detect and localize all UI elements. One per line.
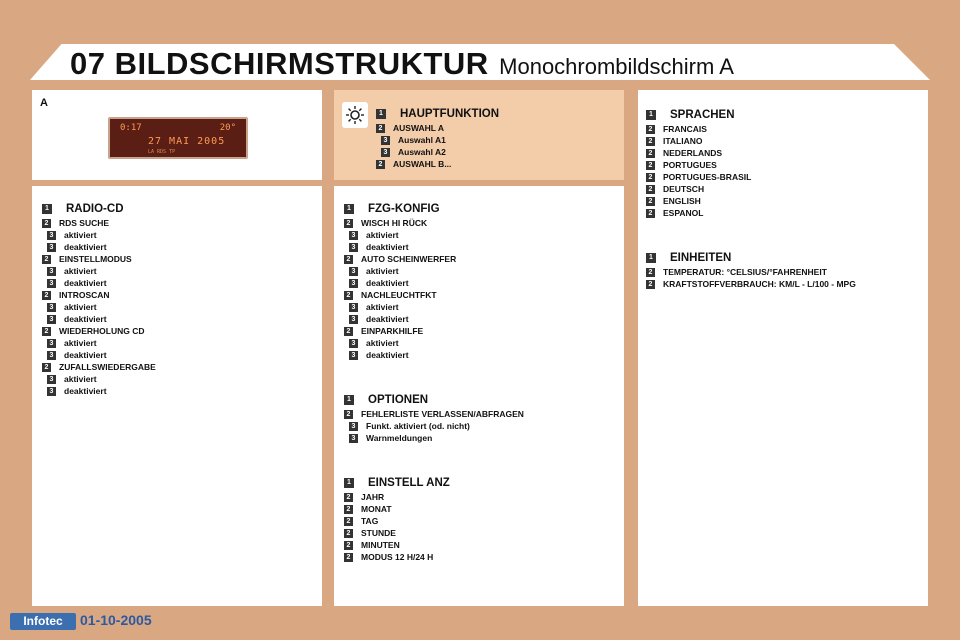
radio-tree xyxy=(42,201,156,397)
fzg-tree xyxy=(344,201,456,361)
menu-item-level-2 xyxy=(344,539,450,551)
level-badge: 2 xyxy=(646,185,655,194)
display-date: 27 MAI 2005 xyxy=(148,136,226,147)
menu-item-label: WIEDERHOLUNG CD xyxy=(59,326,145,336)
level-badge: 3 xyxy=(349,315,358,324)
menu-item-label: deaktiviert xyxy=(64,278,107,288)
chapter-title: 07 BILDSCHIRMSTRUKTUR xyxy=(70,46,489,81)
menu-item-label: AUTO SCHEINWERFER xyxy=(361,254,457,264)
menu-item-level-3 xyxy=(376,146,499,158)
menu-item-level-3 xyxy=(42,301,156,313)
level-badge: 2 xyxy=(646,161,655,170)
menu-item-label: FZG-KONFIG xyxy=(368,203,440,215)
menu-item-label: AUSWAHL B... xyxy=(393,159,452,169)
level-badge: 2 xyxy=(344,541,353,550)
menu-item-label: deaktiviert xyxy=(64,314,107,324)
display-time: 0:17 xyxy=(120,123,142,133)
menu-item-level-2 xyxy=(344,253,456,265)
menu-item-level-2 xyxy=(344,289,456,301)
menu-item-level-3 xyxy=(344,301,456,313)
menu-item-level-2 xyxy=(646,278,856,290)
menu-item-label: MODUS 12 H/24 H xyxy=(361,552,434,562)
menu-item-label: INTROSCAN xyxy=(59,290,110,300)
menu-item-level-3 xyxy=(42,265,156,277)
level-badge: 2 xyxy=(344,505,353,514)
level-badge: 2 xyxy=(646,149,655,158)
menu-item-level-1 xyxy=(376,106,499,122)
menu-item-label: EINPARKHILFE xyxy=(361,326,424,336)
menu-item-label: ITALIANO xyxy=(663,136,703,146)
menu-item-level-3 xyxy=(344,313,456,325)
level-badge: 3 xyxy=(381,148,390,157)
level-badge: 1 xyxy=(42,204,52,214)
menu-item-level-2 xyxy=(42,217,156,229)
level-badge: 2 xyxy=(646,173,655,182)
menu-item-level-3 xyxy=(344,432,524,444)
menu-item-level-2 xyxy=(42,361,156,373)
menu-item-level-2 xyxy=(344,515,450,527)
level-badge: 2 xyxy=(42,363,51,372)
menu-item-label: aktiviert xyxy=(366,338,399,348)
level-badge: 3 xyxy=(47,339,56,348)
menu-item-label: deaktiviert xyxy=(366,278,409,288)
level-badge: 2 xyxy=(42,255,51,264)
level-badge: 2 xyxy=(42,291,51,300)
menu-item-level-2 xyxy=(344,551,450,563)
menu-item-label: ENGLISH xyxy=(663,196,701,206)
menu-item-level-2 xyxy=(646,195,751,207)
menu-item-level-1 xyxy=(42,201,156,217)
menu-item-level-1 xyxy=(646,250,856,266)
sun-icon xyxy=(342,102,368,128)
level-badge: 3 xyxy=(47,303,56,312)
menu-item-level-1 xyxy=(646,107,751,123)
level-badge: 3 xyxy=(349,279,358,288)
menu-item-label: deaktiviert xyxy=(366,314,409,324)
menu-item-label: aktiviert xyxy=(64,374,97,384)
einheiten-tree xyxy=(646,250,856,290)
menu-item-label: AUSWAHL A xyxy=(393,123,444,133)
menu-item-level-3 xyxy=(344,337,456,349)
menu-item-label: RDS SUCHE xyxy=(59,218,110,228)
menu-item-level-3 xyxy=(42,337,156,349)
menu-item-level-3 xyxy=(376,134,499,146)
optionen-tree xyxy=(344,392,524,444)
menu-item-level-3 xyxy=(344,277,456,289)
level-badge: 1 xyxy=(376,109,386,119)
menu-item-label: STUNDE xyxy=(361,528,396,538)
level-badge: 3 xyxy=(349,351,358,360)
menu-item-level-2 xyxy=(42,289,156,301)
chapter-subtitle: Monochrombildschirm A xyxy=(499,54,734,79)
menu-item-label: JAHR xyxy=(361,492,385,502)
menu-item-level-3 xyxy=(42,229,156,241)
menu-item-level-2 xyxy=(646,266,856,278)
level-badge: 1 xyxy=(646,253,656,263)
level-badge: 2 xyxy=(344,517,353,526)
menu-item-level-2 xyxy=(344,491,450,503)
level-badge: 3 xyxy=(349,267,358,276)
menu-item-label: SPRACHEN xyxy=(670,109,735,121)
level-badge: 2 xyxy=(344,553,353,562)
menu-item-label: MONAT xyxy=(361,504,392,514)
level-badge: 2 xyxy=(344,291,353,300)
level-badge: 2 xyxy=(344,327,353,336)
menu-item-label: PORTUGUES-BRASIL xyxy=(663,172,752,182)
menu-item-label: aktiviert xyxy=(366,230,399,240)
menu-item-label: FRANCAIS xyxy=(663,124,707,134)
menu-item-label: deaktiviert xyxy=(64,386,107,396)
menu-item-label: TEMPERATUR: °CELSIUS/°FAHRENHEIT xyxy=(663,267,827,277)
level-badge: 1 xyxy=(344,395,354,405)
level-badge: 3 xyxy=(349,434,358,443)
menu-item-label: aktiviert xyxy=(366,302,399,312)
menu-item-label: Auswahl A2 xyxy=(398,147,446,157)
menu-item-level-2 xyxy=(376,122,499,134)
menu-item-label: deaktiviert xyxy=(366,242,409,252)
menu-item-label: FEHLERLISTE VERLASSEN/ABFRAGEN xyxy=(361,409,524,419)
menu-item-level-3 xyxy=(42,385,156,397)
menu-item-label: deaktiviert xyxy=(64,242,107,252)
menu-item-label: HAUPTFUNKTION xyxy=(400,108,500,120)
menu-item-label: EINHEITEN xyxy=(670,252,732,264)
display-temp: 20° xyxy=(219,123,236,133)
level-badge: 3 xyxy=(349,243,358,252)
monochrome-display xyxy=(108,117,248,159)
menu-item-label: MINUTEN xyxy=(361,540,400,550)
menu-item-level-2 xyxy=(344,408,524,420)
level-badge: 2 xyxy=(646,280,655,289)
menu-item-level-1 xyxy=(344,392,524,408)
menu-item-label: aktiviert xyxy=(64,302,97,312)
menu-item-level-2 xyxy=(344,325,456,337)
level-badge: 2 xyxy=(646,268,655,277)
level-badge: 2 xyxy=(376,160,385,169)
menu-item-label: PORTUGUES xyxy=(663,160,717,170)
menu-item-level-1 xyxy=(344,475,450,491)
menu-item-label: Funkt. aktiviert (od. nicht) xyxy=(366,421,470,431)
menu-item-level-3 xyxy=(42,277,156,289)
menu-item-level-3 xyxy=(344,229,456,241)
menu-item-level-2 xyxy=(42,253,156,265)
level-badge: 1 xyxy=(646,110,656,120)
menu-item-label: ESPANOL xyxy=(663,208,704,218)
level-badge: 2 xyxy=(646,209,655,218)
menu-item-label: aktiviert xyxy=(64,266,97,276)
menu-item-level-3 xyxy=(344,349,456,361)
menu-item-label: TAG xyxy=(361,516,379,526)
menu-item-level-3 xyxy=(42,241,156,253)
menu-item-level-2 xyxy=(344,527,450,539)
level-badge: 3 xyxy=(47,243,56,252)
menu-item-level-3 xyxy=(344,265,456,277)
page-title xyxy=(70,44,734,80)
level-badge: 3 xyxy=(47,279,56,288)
menu-item-level-2 xyxy=(344,217,456,229)
menu-item-level-2 xyxy=(646,135,751,147)
level-badge: 3 xyxy=(349,422,358,431)
menu-item-label: WISCH HI RÜCK xyxy=(361,218,428,228)
level-badge: 1 xyxy=(344,478,354,488)
level-badge: 3 xyxy=(47,387,56,396)
level-badge: 2 xyxy=(42,219,51,228)
menu-item-label: aktiviert xyxy=(366,266,399,276)
menu-item-label: ZUFALLSWIEDERGABE xyxy=(59,362,156,372)
menu-item-label: EINSTELL ANZ xyxy=(368,477,450,489)
hauptfunktion-tree xyxy=(376,106,499,170)
menu-item-level-3 xyxy=(344,241,456,253)
menu-item-level-3 xyxy=(42,373,156,385)
level-badge: 2 xyxy=(646,125,655,134)
level-badge: 3 xyxy=(349,303,358,312)
level-badge: 2 xyxy=(344,410,353,419)
level-badge: 3 xyxy=(47,231,56,240)
level-badge: 3 xyxy=(349,339,358,348)
level-badge: 2 xyxy=(376,124,385,133)
sprachen-tree xyxy=(646,107,751,219)
display-label: A xyxy=(40,97,48,109)
level-badge: 3 xyxy=(47,375,56,384)
menu-item-level-2 xyxy=(376,158,499,170)
menu-item-label: aktiviert xyxy=(64,230,97,240)
footer-date: 01-10-2005 xyxy=(80,612,152,628)
level-badge: 1 xyxy=(344,204,354,214)
menu-item-label: Auswahl A1 xyxy=(398,135,446,145)
menu-item-label: KRAFTSTOFFVERBRAUCH: KM/L - L/100 - MPG xyxy=(663,279,856,289)
level-badge: 2 xyxy=(344,255,353,264)
menu-item-level-2 xyxy=(646,171,751,183)
menu-item-label: RADIO-CD xyxy=(66,203,124,215)
level-badge: 2 xyxy=(344,529,353,538)
menu-item-level-3 xyxy=(42,349,156,361)
level-badge: 2 xyxy=(344,219,353,228)
menu-item-level-2 xyxy=(344,503,450,515)
menu-item-level-2 xyxy=(42,325,156,337)
menu-item-level-3 xyxy=(344,420,524,432)
level-badge: 3 xyxy=(47,315,56,324)
level-badge: 2 xyxy=(646,197,655,206)
menu-item-label: aktiviert xyxy=(64,338,97,348)
menu-item-label: DEUTSCH xyxy=(663,184,705,194)
menu-item-label: NACHLEUCHTFKT xyxy=(361,290,437,300)
menu-item-level-2 xyxy=(646,123,751,135)
menu-item-label: OPTIONEN xyxy=(368,394,429,406)
level-badge: 3 xyxy=(47,267,56,276)
menu-item-level-2 xyxy=(646,207,751,219)
menu-item-label: NEDERLANDS xyxy=(663,148,723,158)
level-badge: 2 xyxy=(42,327,51,336)
level-badge: 3 xyxy=(47,351,56,360)
menu-item-label: EINSTELLMODUS xyxy=(59,254,132,264)
level-badge: 2 xyxy=(646,137,655,146)
level-badge: 2 xyxy=(344,493,353,502)
menu-item-label: deaktiviert xyxy=(64,350,107,360)
menu-item-level-2 xyxy=(646,159,751,171)
display-status: LA RDS TP xyxy=(148,149,176,155)
infotec-logo: Infotec xyxy=(10,613,76,630)
menu-item-level-2 xyxy=(646,147,751,159)
menu-item-label: Warnmeldungen xyxy=(366,433,433,443)
menu-item-level-3 xyxy=(42,313,156,325)
einstell-tree xyxy=(344,475,450,563)
menu-item-level-2 xyxy=(646,183,751,195)
level-badge: 3 xyxy=(349,231,358,240)
level-badge: 3 xyxy=(381,136,390,145)
menu-item-label: deaktiviert xyxy=(366,350,409,360)
menu-item-level-1 xyxy=(344,201,456,217)
